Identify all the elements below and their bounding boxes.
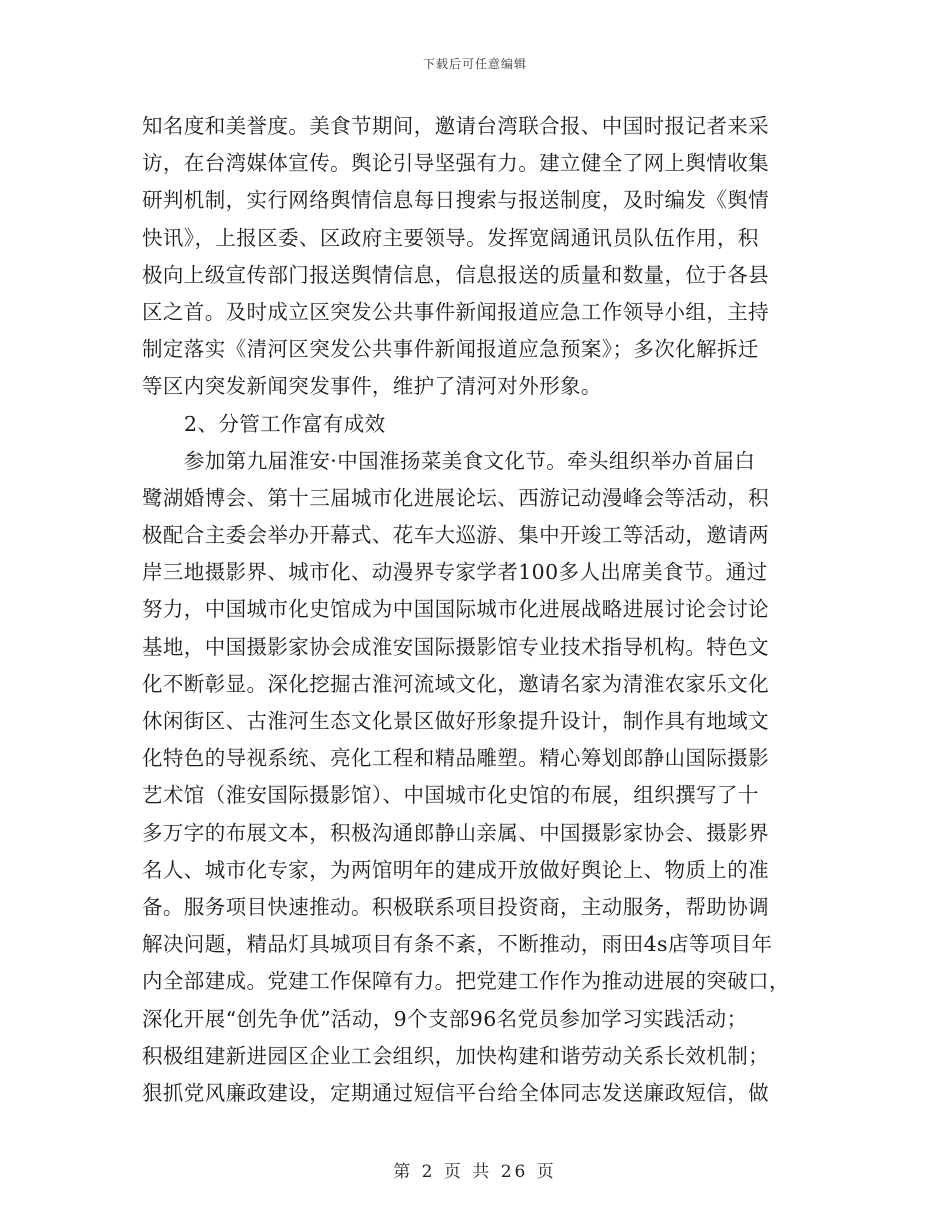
text-line: 狠抓党风廉政建设，定期通过短信平台给全体同志发送廉政短信，做	[142, 1080, 769, 1105]
text-line: 研判机制，实行网络舆情信息每日搜索与报送制度，及时编发《舆情	[142, 188, 769, 213]
text-line: 解决问题，精品灯具城项目有条不紊，不断推动，雨田4s店等项目年	[142, 932, 773, 957]
text-line: 名人、城市化专家，为两馆明年的建成开放做好舆论上、物质上的准	[142, 857, 769, 882]
text-line: 积极组建新进园区企业工会组织，加快构建和谐劳动关系长效机制；	[142, 1043, 769, 1068]
page-number-footer: 第 2 页 共 26 页	[393, 1162, 557, 1182]
text-line: 基地，中国摄影家协会成淮安国际摄影馆专业技术指导机构。特色文	[142, 634, 769, 659]
text-line: 备。服务项目快速推动。积极联系项目投资商，主动服务，帮助协调	[142, 894, 769, 919]
document-body	[142, 108, 806, 1112]
paragraph-first-line: 参加第九届淮安·中国淮扬菜美食文化节。牵头组织举办首届白	[184, 448, 756, 473]
text-line: 艺术馆（淮安国际摄影馆）、中国城市化史馆的布展，组织撰写了十	[142, 783, 759, 808]
text-line: 休闲街区、古淮河生态文化景区做好形象提升设计，制作具有地域文	[142, 709, 769, 733]
text-line: 多万字的布展文本，积极沟通郎静山亲属、中国摄影家协会、摄影界	[142, 820, 769, 845]
section-heading: 2、分管工作富有成效	[184, 411, 386, 436]
text-line: 深化开展“创先争优”活动，9个支部96名党员参加学习实践活动；	[142, 1006, 748, 1031]
text-line: 区之首。及时成立区突发公共事件新闻报道应急工作领导小组，主持	[142, 299, 769, 324]
text-line: 等区内突发新闻突发事件，维护了清河对外形象。	[142, 374, 602, 399]
text-line: 极配合主委会举办开幕式、花车大巡游、集中开竣工等活动，邀请两	[142, 523, 769, 548]
text-line: 化特色的导视系统、亮化工程和精品雕塑。精心筹划郎静山国际摄影	[142, 746, 769, 771]
text-line: 内全部建成。党建工作保障有力。把党建工作作为推动进展的突破口，	[142, 969, 790, 994]
page-header: 下载后可任意编辑	[422, 57, 527, 71]
text-line: 快讯》，上报区委、区政府主要领导。发挥宽阔通讯员队伍作用，积	[142, 225, 759, 250]
text-line: 制定落实《清河区突发公共事件新闻报道应急预案》；多次化解拆迁	[142, 337, 759, 362]
text-line: 岸三地摄影界、城市化、动漫界专家学者100多人出席美食节。通过	[142, 560, 768, 585]
text-line: 化不断彰显。深化挖掘古淮河流域文化，邀请名家为清淮农家乐文化	[142, 671, 769, 696]
text-line: 极向上级宣传部门报送舆情信息，信息报送的质量和数量，位于各县	[142, 262, 769, 287]
text-line: 努力，中国城市化史馆成为中国国际城市化进展战略进展讨论会讨论	[142, 597, 769, 622]
text-line: 访，在台湾媒体宣传。舆论引导坚强有力。建立健全了网上舆情收集	[142, 151, 769, 176]
text-line: 鹭湖婚博会、第十三届城市化进展论坛、西游记动漫峰会等活动，积	[142, 485, 769, 510]
text-line: 知名度和美誉度。美食节期间，邀请台湾联合报、中国时报记者来采	[142, 114, 769, 138]
